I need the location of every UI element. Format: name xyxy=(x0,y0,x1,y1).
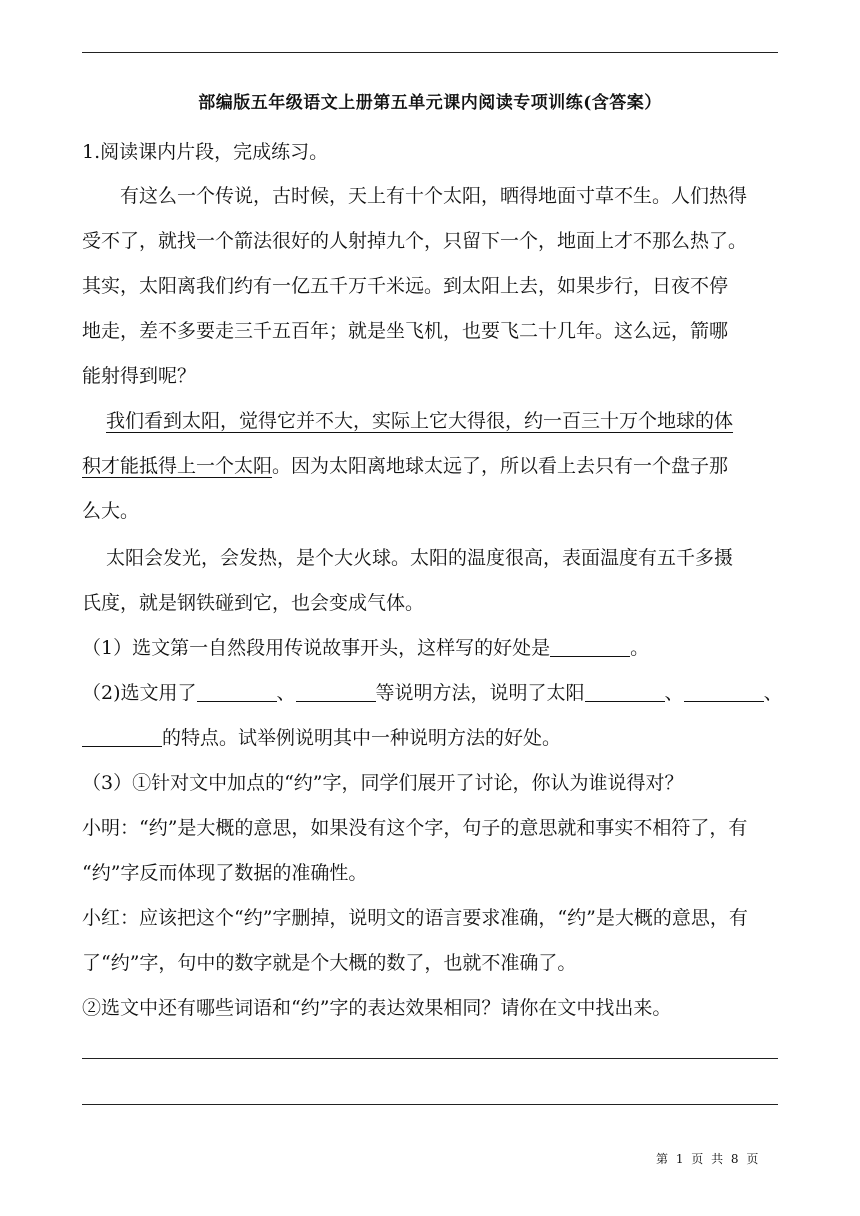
answer-blank[interactable] xyxy=(550,636,630,657)
passage-line: 能射得到呢？ xyxy=(82,365,197,387)
passage-line: 其实，太阳离我们约有一亿五千万千米远。到太阳上去，如果步行，日夜不停 xyxy=(82,275,729,297)
question-1-2 xyxy=(82,679,783,707)
answer-blank[interactable] xyxy=(197,681,277,702)
passage-line: 太阳会发光，会发热，是个大火球。太阳的温度很高，表面温度有五千多摄 xyxy=(106,547,734,569)
separator: 、 xyxy=(276,682,296,704)
question-text: （2)选文用了 xyxy=(82,682,197,704)
answer-line[interactable] xyxy=(82,1104,778,1105)
question-text: 。 xyxy=(630,637,650,659)
question-text: 等说明方法，说明了太阳 xyxy=(375,682,585,704)
question-1-3-2: ②选文中还有哪些词语和“约”字的表达效果相同？请你在文中找出来。 xyxy=(82,997,672,1019)
underlined-sentence: 我们看到太阳，觉得它并不大，实际上它大得很，约一百三十万个地球的体 xyxy=(106,410,734,432)
xiaoming-opinion: 小明：“约”是大概的意思，如果没有这个字，句子的意思就和事实不相符了，有 xyxy=(82,817,748,839)
passage-line: 受不了，就找一个箭法很好的人射掉九个，只留下一个，地面上才不那么热了。 xyxy=(82,230,748,252)
question-text: 的特点。试举例说明其中一种说明方法的好处。 xyxy=(162,727,562,749)
page-footer: 第 1 页 共 8 页 xyxy=(656,1152,761,1166)
answer-blank[interactable] xyxy=(82,726,162,747)
xiaohong-opinion-cont: 了“约”字，句中的数字就是个大概的数了，也就不准确了。 xyxy=(82,952,577,974)
separator: 、 xyxy=(664,682,684,704)
underlined-sentence: 积才能抵得上一个太阳 xyxy=(82,455,273,477)
passage-line: 么大。 xyxy=(82,500,140,522)
passage-line: 地走，差不多要走三千五百年；就是坐飞机，也要飞二十几年。这么远，箭哪 xyxy=(82,320,729,342)
question-1-1 xyxy=(82,634,778,662)
xiaoming-opinion-cont: “约”字反而体现了数据的准确性。 xyxy=(82,862,368,884)
question-1-heading: 1.阅读课内片段，完成练习。 xyxy=(82,141,329,163)
answer-blank[interactable] xyxy=(585,681,665,702)
document-title: 部编版五年级语文上册第五单元课内阅读专项训练(含答案） xyxy=(198,93,662,113)
passage-line: 氏度，就是钢铁碰到它，也会变成气体。 xyxy=(82,592,425,614)
answer-blank[interactable] xyxy=(296,681,376,702)
answer-line[interactable] xyxy=(82,1058,778,1059)
passage-line: 有这么一个传说，古时候，天上有十个太阳，晒得地面寸草不生。人们热得 xyxy=(120,185,748,207)
answer-blank[interactable] xyxy=(684,681,764,702)
header-rule xyxy=(82,52,778,53)
passage-line xyxy=(82,452,778,480)
question-1-2-cont xyxy=(82,724,778,752)
xiaohong-opinion: 小红：应该把这个“约”字删掉，说明文的语言要求准确，“约”是大概的意思，有 xyxy=(82,907,748,929)
separator: 、 xyxy=(763,682,783,704)
passage-text: 。因为太阳离地球太远了，所以看上去只有一个盘子那 xyxy=(272,455,729,477)
question-1-3: （3）①针对文中加点的“约”字，同学们展开了讨论，你认为谁说得对？ xyxy=(82,772,684,794)
passage-line xyxy=(82,407,778,435)
question-text: （1）选文第一自然段用传说故事开头，这样写的好处是 xyxy=(82,637,551,659)
